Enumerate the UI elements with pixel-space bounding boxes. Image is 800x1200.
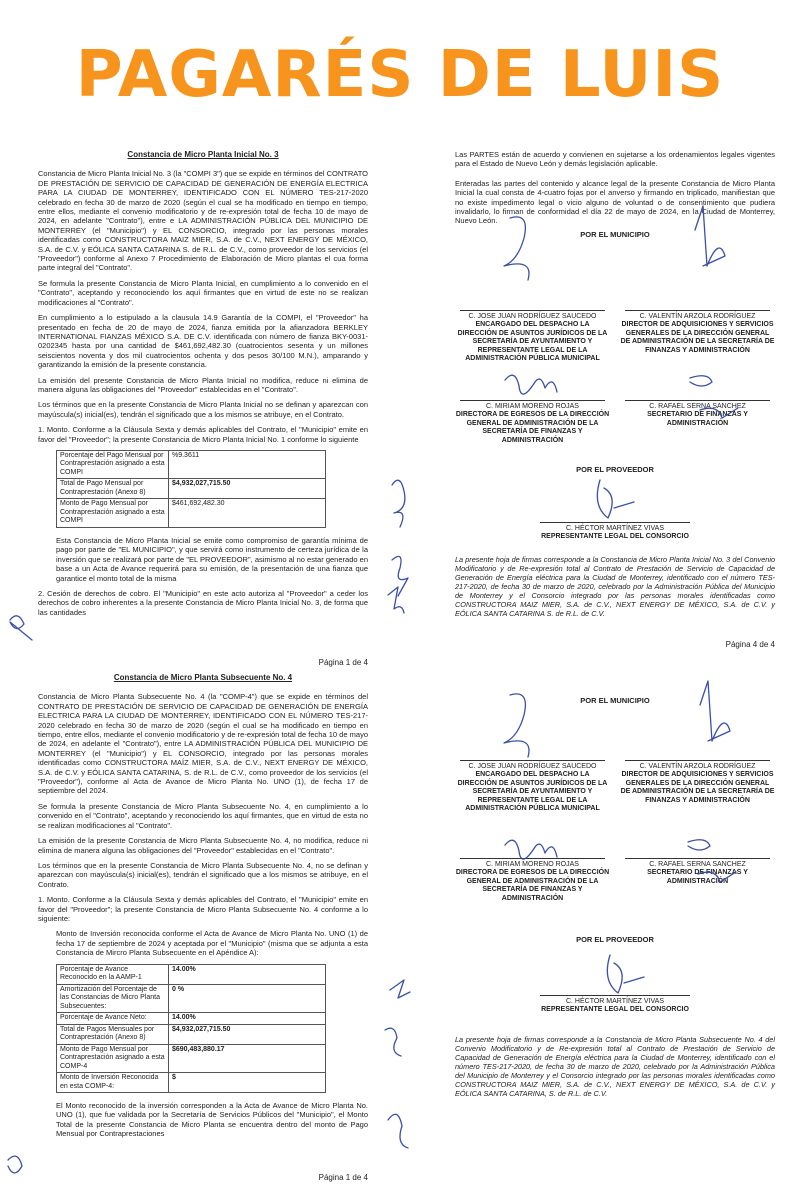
table-label: Monto de Pago Mensual por Contraprestación asignado a esta COMP-4 [57, 1044, 169, 1073]
signer-role: REPRESENTANTE LEGAL DEL CONSORCIO [541, 1006, 689, 1014]
sig1-footnote: La presente hoja de firmas corresponde a la Constancia de Micro Planta Inicial No. 3 del Convenio Modificatorio y de Re-expresión total al Contrato de Prestación de Servicio de Capacidad de Generación de Energía eléctrica para la Ciudad de Monterrey, identificado con el número TES-217-2020, de fecha 30 de marzo de 2020, celebrado por la Administración Pública del Municipio de Monterrey y el Consorcio integrado por las personas morales identificadas como CONSTRUCTORA MAIZ MIER, S.A. de C.V., NEXT ENERGY DE MÉXICO, S.A. de C.V. y EÓLICA SANTA CATARINA S. de R.L. de C.V. [455, 555, 775, 618]
table-row [57, 1024, 326, 1044]
table-row [57, 1013, 326, 1025]
doc1-paragraph: Se formula la presente Constancia de Micro Planta Inicial, en cumplimiento a lo convenido en el "Contrato", aceptando y reconociendo los aquí firmantes que en virtud de este no se realizan modificaciones al "Contrato". [38, 278, 368, 307]
signature-scribble [388, 1114, 408, 1148]
table-row [57, 1073, 326, 1093]
signature-scribble [390, 980, 410, 998]
signer-role: ENCARGADO DEL DESPACHO LA DIRECCIÓN DE ASUNTOS JURÍDICOS DE LA SECRETARÍA DE AYUNTAMIENTO Y REPRESENTANTE LEGAL DE LA ADMINISTRACIÓN PÚBLICA MUNICIPAL [457, 321, 608, 363]
table-label: Total de Pago Mensual por Contraprestación (Anexo 8) [57, 479, 169, 499]
signature-block [535, 522, 695, 542]
sig1-paragraph: Las PARTES están de acuerdo y convienen en sujetarse a los ordenamientos legales vigentes para el Estado de Nuevo León y demás legislación aplicable. [455, 150, 775, 169]
table-value: %9.3611 [169, 450, 326, 479]
signer-name: C. VALENTÍN ARZOLA RODRÍGUEZ [639, 313, 756, 320]
table-row [57, 479, 326, 499]
sig2-municipio-heading: POR EL MUNICIPIO [580, 696, 650, 705]
signer-name: C. JOSE JUAN RODRÍGUEZ SAUCEDO [468, 763, 597, 770]
signature-block [455, 858, 610, 903]
doc1-item-monto: 1. Monto. Conforme a la Cláusula Sexta y demás aplicables del Contrato, el "Municipio" emite en favor del "Proveedor"; la presente Constancia de Micro Planta Inicial No. 1 conforme lo siguiente [38, 425, 368, 444]
table-row [57, 984, 326, 1013]
sig2-page [455, 690, 775, 1110]
table-label: Monto de Pago Mensual por Contraprestación asignado a esta COMPI [57, 499, 169, 528]
signature-block [620, 760, 775, 805]
table-row [57, 499, 326, 528]
doc2-paragraph: Los términos que en la presente Constancia de Micro Planta Subsecuente No. 4, no se definan y aparezcan con mayúscula(s) inicial(es), tendrán el significado que a los mismos se atribuye, en el Contrato. [38, 860, 368, 889]
doc2-page-number: Página 1 de 4 [318, 1173, 368, 1182]
signature-scribble [385, 1028, 401, 1056]
sig1-paragraph: Enteradas las partes del contenido y alcance legal de la presente Constancia de Micro Planta Inicial la cual consta de 4-cuatro fojas por el anverso y firmando en triplicado, manifiestan que no existe impedimento legal o vicio alguno de voluntad o de consentimiento que pudiera invalidarlo, lo firman de conformidad el día 22 de mayo de 2024, en la Ciudad de Monterrey, Nuevo León. [455, 178, 775, 226]
doc1-page [38, 150, 368, 667]
table-value: $4,932,027,715.50 [169, 1024, 326, 1044]
signer-role: DIRECTORA DE EGRESOS DE LA DIRECCIÓN GENERAL DE ADMINISTRACIÓN DE LA SECRETARÍA DE FINANZAS Y ADMINISTRACIÓN [455, 411, 610, 444]
signature-block [455, 310, 610, 363]
signature-scribble [388, 587, 404, 613]
sig1-municipio-heading: POR EL MUNICIPIO [580, 230, 650, 239]
doc1-item-cesion: 2. Cesión de derechos de cobro. El "Municipio" en este acto autoriza al "Proveedor" a ceder los derechos de cobro inherentes a la presente Constancia de Micro Planta Inicial No. 3, de forma que las cantidades [38, 589, 368, 617]
doc2-amount-table [56, 964, 326, 1094]
signature-block [620, 858, 775, 886]
sig1-proveedor-heading: POR EL PROVEEDOR [576, 465, 654, 474]
signature-scribble [392, 556, 408, 596]
sig1-page [455, 150, 775, 650]
table-value: $4,932,027,715.50 [169, 479, 326, 499]
signer-role: SECRETARIO DE FINANZAS Y ADMINISTRACIÓN [647, 869, 748, 885]
signer-name: C. HÉCTOR MARTÍNEZ VIVAS [565, 525, 664, 532]
signer-name: C. HÉCTOR MARTÍNEZ VIVAS [565, 998, 664, 1005]
signer-role: ENCARGADO DEL DESPACHO LA DIRECCIÓN DE ASUNTOS JURÍDICOS DE LA SECRETARÍA DE AYUNTAMIENTO Y REPRESENTANTE LEGAL DE LA ADMINISTRACIÓN PÚBLICA MUNICIPAL [457, 771, 608, 813]
headline-title: PAGARÉS DE LUIS [75, 38, 725, 112]
signature-scribble [8, 1156, 22, 1173]
table-label: Amortización del Porcentaje de las Constancias de Micro Planta Subsecuentes: [57, 984, 169, 1013]
signer-role: SECRETARIO DE FINANZAS Y ADMINISTRACIÓN [647, 411, 748, 427]
signature-block [455, 400, 610, 445]
signer-role: REPRESENTANTE LEGAL DEL CONSORCIO [541, 533, 689, 541]
doc2-paragraph: Constancia de Micro Planta Subsecuente No. 4 (la "COMP-4") que se expide en términos del CONTRATO DE PRESTACIÓN DE SERVICIO DE CAPACIDAD DE GENERACIÓN DE ENERGÍA ELECTRICA PARA LA CIUDAD DE MONTERREY, IDENTIFICADO CON EL NÚMERO TES-217-2020 celebrado en fecha 30 de marzo de 2020 (según el cual se ha modificado en tiempo en tiempo, entre ellos, mediante el convenio modificatorio y de re-expresión total de fecha 10 de mayo de 2024, en adelante el "Contrato"), entre LA ADMINISTRACIÓN PÚBLICA DEL MUNICIPIO DE MONTERREY (el "Municipio") y EL CONSORCIO, integrado por las personas morales identificadas como CONSTRUCTORA MAÍZ MIER, S.A. de C.V., NEXT ENERGY DE MÉXICO, S.A. de C.V. y EÓLICA SANTA CATARINA, S. de R.L. de C.V., como proveedor de los servicios (el "Proveedor"), conforme al Acta de Avance de Micro Planta No. UNO (1), de fecha 17 de septiembre del 2024. [38, 692, 368, 796]
signer-role: DIRECTOR DE ADQUISICIONES Y SERVICIOS GENERALES DE LA DIRECCIÓN GENERAL DE ADMINISTRACIÓN DE LA SECRETARÍA DE FINANZAS Y ADMINISTRACIÓN [620, 771, 775, 804]
table-row [57, 450, 326, 479]
doc1-title: Constancia de Micro Planta Inicial No. 3 [127, 150, 279, 159]
doc1-paragraph: Los términos que en la presente Constancia de Micro Planta Inicial no se definan y aparezcan con mayúscula(s) inicial(es), tendrán el significado que a los mismos se atribuye, en el Contrato. [38, 400, 368, 419]
table-label: Porcentaje del Pago Mensual por Contraprestación asignado a esta COMPI [57, 450, 169, 479]
table-value: 14.00% [169, 964, 326, 984]
signature-block [455, 760, 610, 813]
doc1-paragraph: En cumplimiento a lo estipulado a la clausula 14.9 Garantía de la COMPI, el "Proveedor" ha presentado en fecha de 20 de mayo de 2024, fianza emitida por la afianzadora BERKLEY INTERNATIONAL FIANZAS MÉXICO S.A. DE C.V. identificada con número de fianza BKY-0031-0202345 hasta por una cantidad de $461,692,482.30 (cuatrocientos sesenta y un millones seiscientos noventa y dos mil cuatrocientos ochenta y dos pesos 30/100 M.N.), amparando y garantizando la emisión de la presente constancia. [38, 313, 368, 370]
table-label: Porcentaje de Avance Reconocido en la AAMP-1 [57, 964, 169, 984]
table-label: Total de Pagos Mensuales por Contraprestación (Anexo 8) [57, 1024, 169, 1044]
doc2-paragraph: La emisión de la presente Constancia de Micro Planta Subsecuente No. 4, no modifica, reduce ni elimina de manera alguna las obligaciones del "Proveedor" establecidas en el "Contrato". [38, 836, 368, 855]
doc1-page-number: Página 1 de 4 [318, 658, 368, 667]
table-label: Porcentaje de Avance Neto: [57, 1013, 169, 1025]
table-label: Monto de Inversión Reconocida en esta COMP-4: [57, 1073, 169, 1093]
signer-name: C. MIRIAM MORENO ROJAS [486, 403, 579, 410]
sig2-proveedor-heading: POR EL PROVEEDOR [576, 935, 654, 944]
signer-name: C. RAFAEL SERNA SANCHEZ [649, 861, 746, 868]
signature-scribble [392, 480, 405, 527]
signer-name: C. VALENTÍN ARZOLA RODRÍGUEZ [639, 763, 756, 770]
sig2-footnote: La presente hoja de firmas corresponde a la Constancia de Micro Planta Subsecuente No. 4 del Convenio Modificatorio y de Re-expresión total al Contrato de Prestación de Servicio de Capacidad de Generación de Energía eléctrica para la Ciudad de Monterrey, identificado con el número TES-217-2020, de fecha 30 de marzo de 2020, celebrado por la Administración Pública del Municipio de Monterrey y el Consorcio integrado por las personas morales identificadas como CONSTRUCTORA MAIZ MIER, S.A. de C.V., NEXT ENERGY DE MÉXICO, S.A. de C.V. y EÓLICA SANTA CATARINA, S. de R.L. de C.V. [455, 1035, 775, 1098]
doc1-paragraph: Esta Constancia de Micro Planta Inicial se emite como compromiso de garantía mínima de pago por parte de "EL MUNICIPIO", y que servirá como instrumento de certeza jurídica de la inversión que se realizará por parte de "EL PROVEEDOR", asimismo al no estar generado en base a un Acta de Avance requerirá para su emisión, de la presentación de una fianza que garantice el monto total de la misma [56, 535, 368, 583]
table-value: $461,692,482.30 [169, 499, 326, 528]
sig1-page-number: Página 4 de 4 [725, 640, 775, 649]
table-value: 14.00% [169, 1013, 326, 1025]
doc2-page [38, 673, 368, 1188]
signer-role: DIRECTORA DE EGRESOS DE LA DIRECCIÓN GENERAL DE ADMINISTRACIÓN DE LA SECRETARÍA DE FINANZAS Y ADMINISTRACIÓN [455, 869, 610, 902]
signature-scribble [10, 616, 32, 640]
doc2-item-monto: 1. Monto. Conforme a la Cláusula Sexta y demás aplicables del Contrato, el "Municipio" emite en favor del "Proveedor"; la presente Constancia de Micro Planta Subsecuente No. 4 conforme a lo siguiente: [38, 895, 368, 923]
doc1-paragraph: La emisión del presente Constancia de Micro Planta Inicial no modifica, reduce ni elimina de manera alguna las obligaciones del "Proveedor" establecidas en el "Contrato". [38, 375, 368, 394]
doc2-paragraph: El Monto reconocido de la inversión corresponden a la Acta de Avance de Micro Planta No. UNO (1), que fue validada por la Secretaría de Servicios Públicos del "Municipio", el Monto Total de la presente Constancia de Micro Planta se encuentra dentro del monto de Pago Mensual por Contraprestaciones [56, 1101, 368, 1139]
doc2-title: Constancia de Micro Planta Subsecuente No. 4 [113, 673, 293, 682]
doc1-paragraph: Constancia de Micro Planta Inicial No. 3 (la "COMPI 3") que se expide en términos del CONTRATO DE PRESTACIÓN DE SERVICIO DE CAPACIDAD DE GENERACIÓN DE ENERGÍA ELECTRICA PARA LA CIUDAD DE MONTERREY, IDENTIFICADO CON EL NÚMERO TES-217-2020 celebrado en fecha 30 de marzo de 2020 (según el cual se ha modificado en tiempo en tiempo, entre ellos, mediante el convenio modificatorio y de re-expresión total de fecha 10 de mayo de 2024, en adelante "Contrato"), entre e LA ADMINISTRACIÓN PÚBLICA DEL MUNICIPIO DE MONTERREY (el "Municipio") y EL CONSORCIO, integrado por las personas morales identificadas como CONSTRUCTORA MAIZ MIER, S.A. de C.V., NEXT ENERGY DE MÉXICO, S.A. de C.V. y EÓLICA SANTA CATARINA S. de R.L. de C.V., como proveedor de los servicios (el "Proveedor") conforme al Anexo 7 Procedimiento de Elaboración de Micro plantas el cua forma parte integral del "Contrato". [38, 169, 368, 273]
signature-block [620, 400, 775, 428]
signature-block [620, 310, 775, 355]
doc1-amount-table [56, 450, 326, 528]
signer-name: C. MIRIAM MORENO ROJAS [486, 861, 579, 868]
table-value: 0 % [169, 984, 326, 1013]
table-value: $ [169, 1073, 326, 1093]
signer-name: C. RAFAEL SERNA SANCHEZ [649, 403, 746, 410]
table-row [57, 1044, 326, 1073]
doc2-paragraph: Monto de Inversión reconocida conforme el Acta de Avance de Micro Planta No. UNO (1) de fecha 17 de septiembre de 2024 y aceptada por el "Municipio" (misma que se adjunta a esta Constancia de Mircro Planta Subsecuente en el Apéndice A): [56, 929, 368, 958]
table-value: $690,483,880.17 [169, 1044, 326, 1073]
signer-name: C. JOSE JUAN RODRÍGUEZ SAUCEDO [468, 313, 597, 320]
signer-role: DIRECTOR DE ADQUISICIONES Y SERVICIOS GENERALES DE LA DIRECCIÓN GENERAL DE ADMINISTRACIÓN DE LA SECRETARÍA DE FINANZAS Y ADMINISTRACIÓN [620, 321, 775, 354]
signature-block [535, 995, 695, 1015]
table-row [57, 964, 326, 984]
doc2-paragraph: Se formula la presente Constancia de Micro Planta Subsecuente No. 4, en cumplimiento a lo convenido en el "Contrato", aceptando y reconociendo los aquí firmantes, que en virtud de esta no se realizan modificaciones al "Contrato". [38, 801, 368, 830]
